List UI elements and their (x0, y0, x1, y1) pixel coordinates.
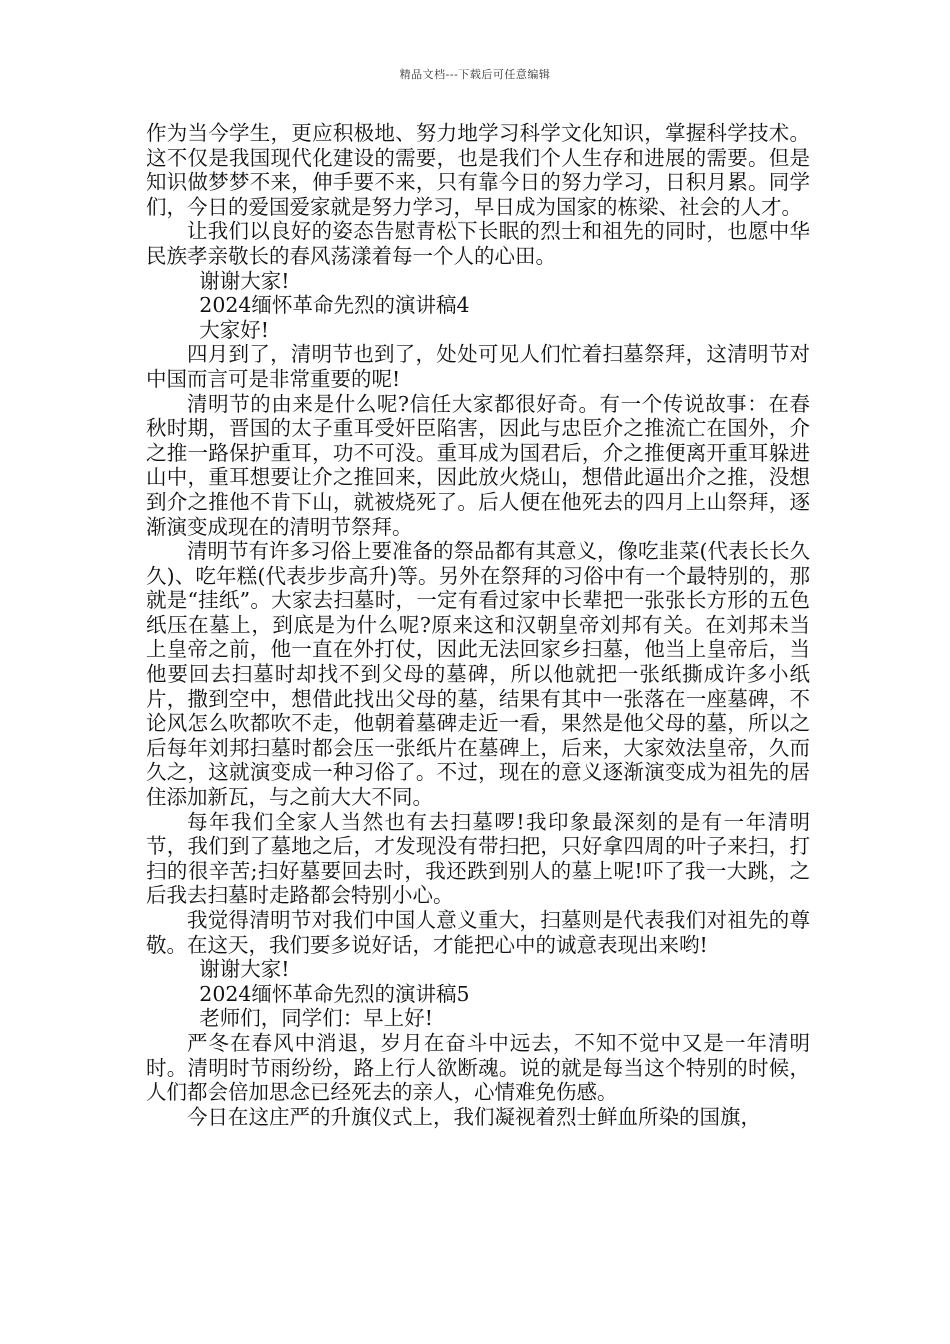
document-body (146, 121, 810, 1129)
paragraph-study-continuation: 作为当今学生，更应积极地、努力地学习科学文化知识，掌握科学技术。这不仅是我国现代化建设的需要，也是我们个人生存和进展的需要。但是知识做梦梦不来，伸手要不来，只有靠今日的努力学习，日积月累。同学们，今日的爱国爱家就是努力学习，早日成为国家的栋梁、社会的人才。 (146, 121, 810, 219)
page-header: 精品文档---下载后可任意编辑 (399, 68, 551, 81)
paragraph-closing-wish: 让我们以良好的姿态告慰青松下长眠的烈士和祖先的同时，也愿中华民族孝亲敬长的春风荡漾着每一个人的心田。 (146, 219, 810, 268)
paragraph-family-memory: 每年我们全家人当然也有去扫墓啰!我印象最深刻的是有一年清明节，我们到了墓地之后，才发现没有带扫把，只好拿四周的叶子来扫，打扫的很辛苦;扫好墓要回去时，我还跌到别人的墓上呢!吓了我一大跳，之后我去扫墓时走路都会特别小心。 (146, 809, 810, 908)
paragraph-april-qingming: 四月到了，清明节也到了，处处可见人们忙着扫墓祭拜，这清明节对中国而言可是非常重要的呢! (146, 342, 810, 391)
speech-title-4: 2024缅怀革命先烈的演讲稿4 (199, 293, 470, 318)
paragraph-origin-story: 清明节的由来是什么呢?信任大家都很好奇。有一个传说故事：在春秋时期，晋国的太子重耳受奸臣陷害，因此与忠臣介之推流亡在国外，介之推一路保护重耳，功不可没。重耳成为国君后，介之推便离开重耳躲进山中，重耳想要让介之推回来，因此放火烧山，想借此逼出介之推，没想到介之推他不肯下山，就被烧死了。后人便在他死去的四月上山祭拜，逐渐演变成现在的清明节祭拜。 (146, 391, 810, 539)
paragraph-meaning: 我觉得清明节对我们中国人意义重大，扫墓则是代表我们对祖先的尊敬。在这天，我们要多说好话，才能把心中的诚意表现出来哟! (146, 908, 810, 957)
greeting-line: 大家好! (199, 317, 270, 342)
thanks-line-2: 谢谢大家! (199, 957, 290, 982)
thanks-line: 谢谢大家! (199, 268, 290, 293)
speech-title-5: 2024缅怀革命先烈的演讲稿5 (199, 981, 470, 1006)
greeting-line-2: 老师们，同学们：早上好! (199, 1006, 434, 1031)
paragraph-flag-ceremony: 今日在这庄严的升旗仪式上，我们凝视着烈士鲜血所染的国旗， (187, 1104, 761, 1129)
paragraph-winter-spring: 严冬在春风中消退，岁月在奋斗中远去，不知不觉中又是一年清明时。清明时节雨纷纷，路上行人欲断魂。说的就是每当这个特别的时候，人们都会倍加思念已经死去的亲人，心情难免伤感。 (146, 1030, 810, 1105)
paragraph-customs: 清明节有许多习俗上要准备的祭品都有其意义，像吃韭菜(代表长长久久)、吃年糕(代表步步高升)等。另外在祭拜的习俗中有一个最特别的，那就是“挂纸”。大家去扫墓时，一定有看过家中长辈把一张张长方形的五色纸压在墓上，到底是为什么呢?原来这和汉朝皇帝刘邦有关。在刘邦未当上皇帝之前，他一直在外打仗，因此无法回家乡扫墓，他当上皇帝后，当他要回去扫墓时却找不到父母的墓碑，所以他就把一张纸撕成许多小纸片，撒到空中，想借此找出父母的墓，结果有其中一张落在一座墓碑，不论风怎么吹都吹不走，他朝着墓碑走近一看，果然是他父母的墓，所以之后每年刘邦扫墓时都会压一张纸片在墓碑上，后来，大家效法皇帝，久而久之，这就演变成一种习俗了。不过，现在的意义逐渐演变成为祖先的居住添加新瓦，与之前大大不同。 (146, 539, 810, 810)
